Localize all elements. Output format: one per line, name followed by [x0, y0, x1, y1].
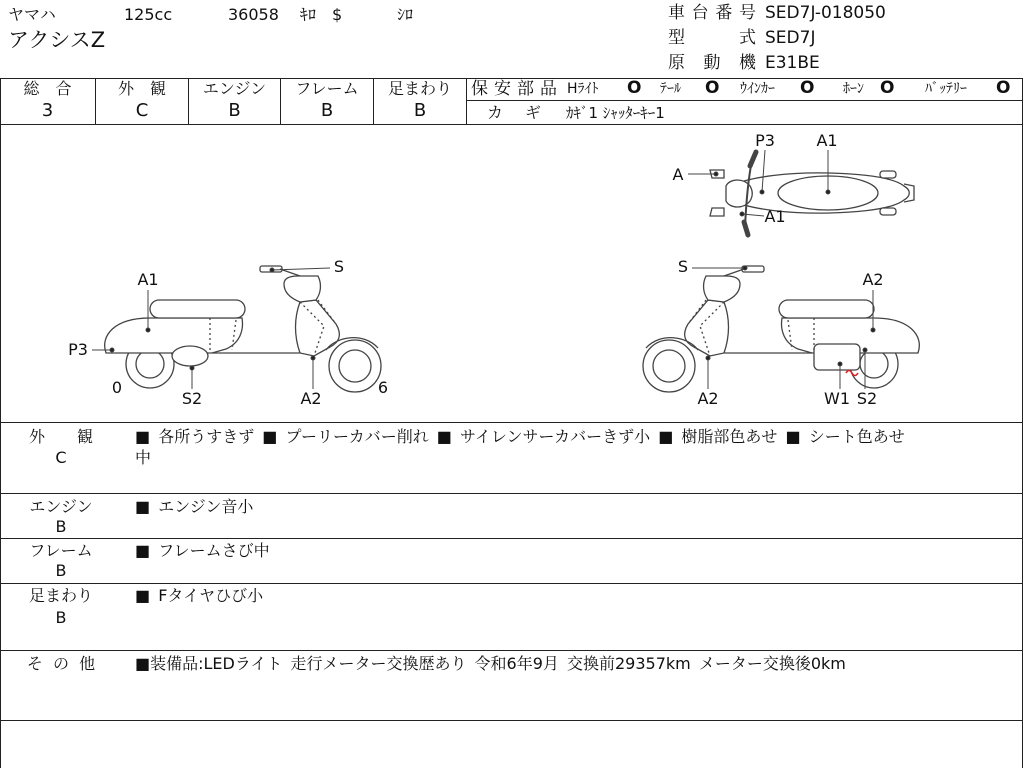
right-view-seat — [779, 300, 874, 318]
left-view-rear-body — [105, 318, 243, 353]
safety-item-taillight: ﾃｰﾙ — [660, 81, 681, 97]
safety-parts-cell — [467, 78, 1022, 124]
left-view-rear-hub — [136, 350, 164, 378]
top-view-grip-upper — [750, 152, 756, 166]
damage-diagram — [0, 125, 1023, 422]
leader-dot — [706, 356, 710, 360]
leader-dot — [871, 328, 875, 332]
scooter-top-view — [710, 152, 914, 235]
left-view-label: A2 — [300, 389, 322, 408]
top-view-label: A — [672, 165, 684, 184]
currency: $ — [332, 5, 343, 24]
grade-value: 3 — [41, 100, 54, 121]
grade-row — [0, 78, 1023, 125]
top-view-grip-lower — [744, 222, 748, 235]
remark-grade: B — [55, 561, 67, 580]
mileage: 36058 — [228, 5, 279, 24]
grade-label: 足まわり — [387, 79, 452, 98]
grade-value: B — [228, 100, 241, 121]
remark-text: ■ Fタイヤひび小 — [135, 586, 264, 605]
safety-mark-horn: O — [880, 78, 895, 98]
left-view-pulley-cover — [172, 346, 208, 366]
remark-label: フレーム — [29, 541, 93, 560]
right-view-muffler — [814, 344, 860, 370]
grade-exterior — [96, 78, 189, 124]
left-view-headstock — [284, 276, 320, 302]
diagram-canvas — [0, 125, 1023, 422]
leader-dot — [760, 190, 764, 194]
frame-no: SED7J-018050 — [765, 3, 886, 23]
grade-label: 外 観 — [117, 79, 166, 98]
remark-text: 中 — [135, 448, 152, 467]
right-view-label: W1 — [824, 389, 850, 408]
leader-dot — [110, 348, 114, 352]
remark-text: ■ エンジン音小 — [135, 497, 254, 516]
remark-row-blank — [0, 720, 1023, 768]
safety-item-horn: ﾎｰﾝ — [843, 81, 864, 97]
left-view-label: S2 — [181, 389, 203, 408]
safety-item-battery: ﾊﾞｯﾃﾘｰ — [925, 81, 967, 97]
left-view-front-hub — [339, 350, 371, 382]
remark-grade: C — [55, 448, 67, 467]
remark-row-exterior — [0, 422, 1023, 493]
remark-grade: B — [55, 517, 67, 536]
safety-mark-battery: O — [996, 78, 1011, 98]
grade-label: 総 合 — [23, 79, 72, 98]
remark-row-engine — [0, 493, 1023, 538]
right-view-label: S — [677, 257, 689, 276]
remark-label: そ の 他 — [26, 654, 96, 673]
right-view-rear-hub — [860, 350, 888, 378]
remark-label: 足まわり — [28, 586, 93, 605]
key-value: ｶｷﾞ1 ｼｬｯﾀｰｷｰ1 — [566, 104, 665, 122]
top-view-footrest-upper — [880, 171, 896, 178]
grade-label: エンジン — [202, 79, 267, 98]
leader-dot — [863, 348, 867, 352]
top-view-label: P3 — [755, 131, 775, 150]
leader-dot — [270, 268, 274, 272]
grade-value: B — [413, 100, 427, 121]
left-view-label: 6 — [377, 378, 389, 397]
top-view-footrest-lower — [880, 208, 896, 215]
left-view-label: P3 — [68, 340, 88, 359]
leader-dot — [838, 362, 842, 366]
right-view-headstock — [704, 276, 740, 302]
remark-grade: B — [55, 608, 67, 627]
leader-dot — [743, 266, 747, 270]
remark-label: 外 観 — [28, 427, 93, 446]
top-view-mirror-lower — [710, 208, 724, 216]
right-view-label: S2 — [856, 389, 878, 408]
maker: ヤマハ — [8, 5, 56, 24]
right-view-label: A2 — [697, 389, 719, 408]
left-view-label: 0 — [111, 378, 123, 397]
safety-item-turn-signal: ｳｲﾝｶｰ — [740, 81, 775, 97]
remark-text: ■ フレームさび中 — [135, 541, 270, 560]
right-view-front-hub — [653, 350, 685, 382]
grade-value: C — [135, 100, 149, 121]
safety-mark-taillight: O — [705, 78, 720, 98]
displacement: 125cc — [124, 5, 173, 24]
safety-mark-turn-signal: O — [800, 78, 815, 98]
right-view-handlebar-stem — [724, 269, 744, 276]
mileage-unit: ｷﾛ — [300, 5, 317, 24]
grade-engine — [189, 78, 281, 124]
leader-dot — [311, 356, 315, 360]
safety-parts-row — [467, 78, 1022, 101]
left-view-label: A1 — [137, 270, 159, 289]
leader-dot — [740, 212, 744, 216]
grade-frame — [281, 78, 374, 124]
left-view-label: S — [333, 257, 345, 276]
model-name: アクシスZ — [8, 28, 106, 52]
key-label: カ ギ — [487, 103, 541, 122]
safety-item-headlight: Hﾗｲﾄ — [567, 81, 599, 97]
top-view-label: A1 — [816, 131, 838, 150]
grade-suspension — [374, 78, 467, 124]
remark-row-frame — [0, 538, 1023, 583]
leader-dot — [190, 366, 194, 370]
remark-text: ■ 各所うすきず ■ プーリーカバー削れ ■ サイレンサーカバーきず小 ■ 樹脂部色あせ ■ シート色あせ — [135, 427, 905, 446]
safety-mark-headlight: O — [627, 78, 642, 98]
color: ｼﾛ — [397, 5, 414, 24]
remark-row-other — [0, 650, 1023, 720]
grade-label: フレーム — [295, 79, 359, 98]
engine-code: E31BE — [765, 53, 820, 73]
grade-value: B — [320, 100, 334, 121]
safety-parts-label: 保安部品 — [471, 79, 557, 99]
remark-text: ■装備品:LEDライト 走行メーター交換歴あり 令和6年9月 交換前29357km メーター交換後0km — [135, 654, 846, 673]
model-code-label: 型 式 — [668, 28, 756, 48]
remark-label: エンジン — [29, 497, 93, 516]
leader-dot — [714, 172, 718, 176]
leader-dot — [826, 190, 830, 194]
grade-overall — [0, 78, 96, 124]
engine-label: 原 動 機 — [668, 53, 756, 73]
left-view-seat — [150, 300, 245, 318]
remark-row-suspension — [0, 583, 1023, 650]
model-code: SED7J — [765, 28, 816, 48]
leader-dot — [146, 328, 150, 332]
right-view-label: A2 — [862, 270, 884, 289]
top-view-label: A1 — [764, 207, 786, 226]
frame-no-label: 車台番号 — [668, 3, 756, 23]
